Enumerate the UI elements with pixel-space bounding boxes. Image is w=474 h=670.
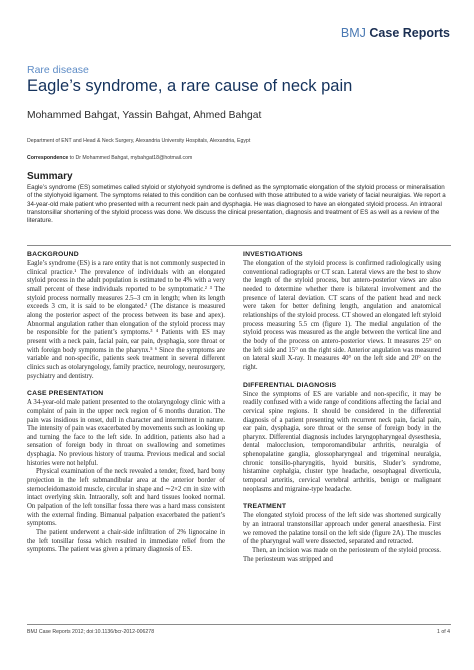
case-paragraph-2: Physical examination of the neck revealed a tender, fixed, hard bony projection in the left submandibular area at the anterior border of sternocleidomastoid muscle, circular in shape and ∼2×2 cm in size with intact overlying skin. Intraorally, soft and hard tissues looked normal. On palpation of the left tonsillar fossa there was a hard mass consistent with the external finding. Bimanual palpation exacerbated the patient’s symptoms. — [27, 468, 225, 528]
correspondence-label: Correspondence — [27, 155, 69, 161]
treatment-paragraph-2: Then, an incision was made on the periosteum of the styloid process. The periosteum was stripped and — [243, 547, 441, 563]
article-title: Eagle’s syndrome, a rare cause of neck pain — [27, 77, 353, 95]
summary-heading: Summary — [27, 171, 73, 182]
article-category: Rare disease — [27, 64, 89, 76]
summary-text: Eagle’s syndrome (ES) sometimes called styloid or stylohyoid syndrome is defined as the symptomatic elongation of the styloid process or mineralisation of the stylohyoid ligament. The symptoms related to this condition can be confused with those attributed to a wide variety of facial neuralgias. We report a 34-year-old male patient who presented with a recurrent neck pain and dysphagia. He was diagnosed to have an elongated styloid process. An intraoral transtonsillar shortening of the styloid process was done. We discuss the clinical presentation, diagnosis and treatment of ES as well as a review of the literature. — [27, 184, 446, 225]
article-correspondence — [27, 155, 192, 161]
journal-brand-name: Case Reports — [369, 26, 450, 40]
treatment-paragraph-1: The elongated styloid process of the left side was shortened surgically by an intraoral transtonsillar approach under general anaesthesia. First we removed the palatine tonsil on the left side (figure 2A). The muscles of the pharyngeal wall were dissected, separated and retracted. — [243, 512, 441, 546]
left-column — [27, 250, 225, 555]
journal-brand-bmj: BMJ — [340, 26, 366, 40]
section-heading-differential-diagnosis: DIFFERENTIAL DIAGNOSIS — [243, 381, 337, 389]
footer-divider — [27, 624, 451, 625]
footer-page-number: 1 of 4 — [437, 629, 450, 635]
case-paragraph-3: The patient underwent a chair-side infiltration of 2% lignocaine in the left tonsillar fossa which resulted in immediate relief from the symptoms. The patient was given a primary diagnosis of ES. — [27, 529, 225, 554]
background-paragraph: Eagle’s syndrome (ES) is a rare entity that is not commonly suspected in clinical practice.¹ The prevalence of individuals with an elongated styloid process in the adult population is estimated to be 4% with a very small percent of these individuals reported to be symptomatic.² ³ The styloid process normally measures 2.5–3 cm in length; when its length exceeds 3 cm, it is said to be elongated.³ (The distance is measured along the posterior aspect of the process between its base and apex). Abnormal angulation rather than elongation of the styloid process may be responsible for the patient’s symptoms.³ ⁴ Patients with ES may present with a neck pain, facial pain, ear pain, dysphagia, sore throat or with foreign body symptoms in the pharynx.⁵ ⁶ Since the symptoms are variable and non-specific, patients seek treatment in several different clinics such as otolaryngology, family practice, neurology, neurosurgery, psychiatry and dentistry. — [27, 260, 225, 380]
article-affiliation: Department of ENT and Head & Neck Surgery, Alexandria University Hospitals, Alexandria, Egypt — [27, 138, 251, 144]
investigations-paragraph: The elongation of the styloid process is confirmed radiologically using conventional radiographs or CT scan. Lateral views are the best to show the length of the styloid process, but antero-posterior views are also needed to determine whether there is bilateral involvement and the presence of lateral deviation. CT scans of the patient head and neck were taken for better defining length, angulation and anatomical relationships of the styloid process. CT showed an elongated left styloid process measuring 5.5 cm (figure 1). The medial angulation of the styloid process was measured as the angle between the vertical line and the body of the process on antero-posterior views. It measures 25° on the left side and 15° on the right side. Anterior angulation was measured on lateral skull X-ray. It measures 40° on the left side and 20° on the right. — [243, 260, 441, 371]
right-column — [243, 250, 441, 564]
section-heading-investigations: INVESTIGATIONS — [243, 251, 303, 258]
journal-brand[interactable] — [341, 26, 450, 40]
footer-citation: BMJ Case Reports 2012; doi:10.1136/bcr-2012-006278 — [27, 629, 155, 635]
case-paragraph-1: A 34-year-old male patient presented to the otolaryngology clinic with a complaint of pain in the upper neck region of 6 months duration. The pain was insidious in onset, dull in character and intermittent in nature. The intensity of pain was exacerbated by movements such as looking up and turning the face to the left side. In addition, patients also had a sensation of foreign body in throat on swallowing and sometimes dysphagia. No previous history of trauma. Previous medical and social histories were not helpful. — [27, 399, 225, 467]
article-authors: Mohammed Bahgat, Yassin Bahgat, Ahmed Bahgat — [27, 110, 262, 121]
divider — [27, 245, 451, 246]
section-heading-case-presentation: CASE PRESENTATION — [27, 390, 104, 398]
section-heading-treatment: TREATMENT — [243, 503, 287, 511]
section-heading-background: BACKGROUND — [27, 251, 79, 258]
correspondence-text: to Dr Mohammed Bahgat, mybahgat18@hotmail.com — [68, 155, 193, 161]
differential-paragraph: Since the symptoms of ES are variable and non-specific, it may be readily confused with a wide range of conditions affecting the facial and cervical spine regions. It should be considered in the differential diagnosis of a patient presenting with recurrent neck pain, facial pain, ear pain, dysphagia, sore throat or the sense of foreign body in the pharynx. Differential diagnosis includes laryngopharyngeal dysesthesia, dental malocclusion, temporomandibular arthritis, neuralgia of sphenopalatine ganglia, glossopharyngeal and trigeminal neuralgia, chronic tonsillo-pharyngitis, hyoid bursitis, Sluder’s syndrome, histamine cephalgia, cluster type headache, oesophageal diverticula, temporal arteritis, cervical vertebral arthritis, benign or malignant neoplasms and migraine-type headache. — [243, 390, 441, 493]
